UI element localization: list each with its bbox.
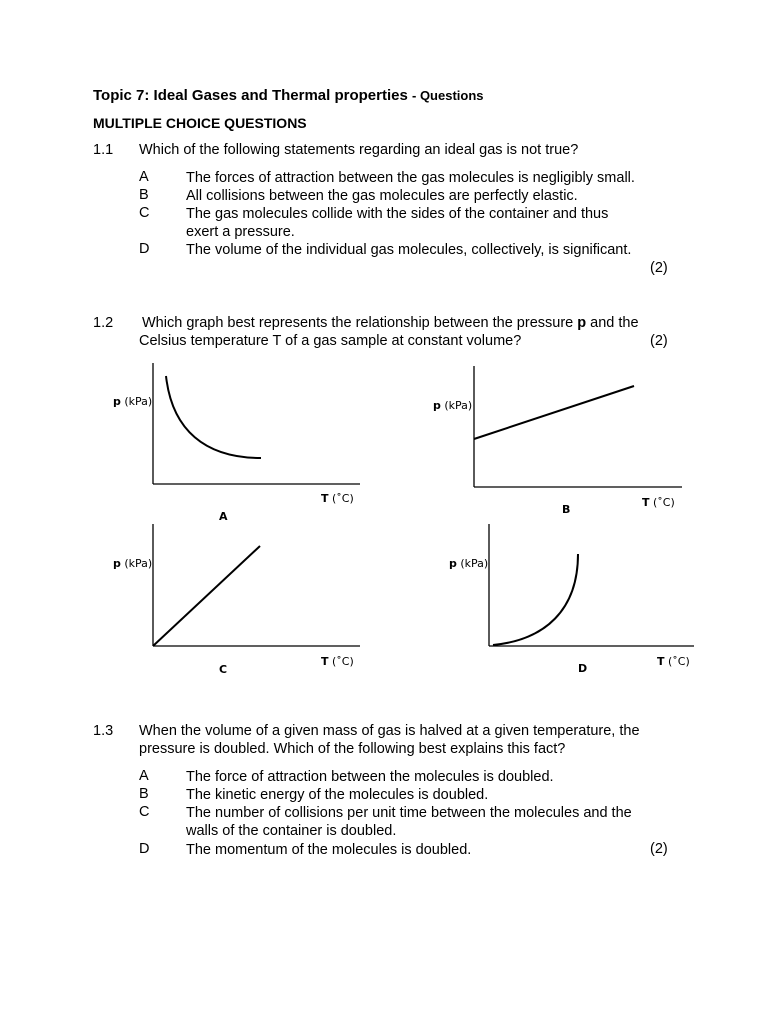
graph-d-letter: D <box>578 662 588 675</box>
question-text-part: and the <box>586 315 639 331</box>
graph-a-x-label: T (˚C) <box>321 492 354 505</box>
question-number-1-3: 1.3 <box>93 723 114 739</box>
graph-d-y-label: p (kPa) <box>449 557 489 570</box>
option-letter: C <box>139 804 150 820</box>
option-letter: A <box>139 169 149 185</box>
question-text-part: Which graph best represents the relationship between the pressure <box>142 315 578 331</box>
marks-1-1: (2) <box>650 260 668 276</box>
option-text: The force of attraction between the molecules is doubled. <box>186 769 554 785</box>
option-text: The momentum of the molecules is doubled. <box>186 842 472 858</box>
graph-c-y-label: p (kPa) <box>113 557 153 570</box>
question-text-bold: p <box>577 315 587 331</box>
title-main: Topic 7: Ideal Gases and Thermal properties <box>93 87 408 104</box>
question-number-1-1: 1.1 <box>93 142 114 158</box>
option-text: The number of collisions per unit time between the molecules and the <box>186 805 632 821</box>
option-letter: C <box>139 205 150 221</box>
graph-b-letter: B <box>562 503 571 516</box>
question-text-1-2-line2: Celsius temperature T of a gas sample at constant volume? <box>139 333 522 349</box>
option-text: The volume of the individual gas molecules, collectively, is significant. <box>186 242 632 258</box>
option-text-continued: exert a pressure. <box>186 224 295 240</box>
graph-b-y-label: p (kPa) <box>433 399 473 412</box>
marks-1-3: (2) <box>650 841 668 857</box>
graph-a-y-label: p (kPa) <box>113 395 153 408</box>
graph-a-letter: A <box>219 510 228 523</box>
graph-d-curve <box>493 554 578 645</box>
option-letter: A <box>139 768 149 784</box>
question-text-1-1: Which of the following statements regarding an ideal gas is not true? <box>139 142 579 158</box>
option-text: The kinetic energy of the molecules is doubled. <box>186 787 489 803</box>
option-text: The gas molecules collide with the sides of the container and thus <box>186 206 609 222</box>
option-text: All collisions between the gas molecules are perfectly elastic. <box>186 188 578 204</box>
graph-c-letter: C <box>219 663 228 676</box>
graph-d-x-label: T (˚C) <box>657 655 690 668</box>
graph-b-x-label: T (˚C) <box>642 496 675 509</box>
option-letter: D <box>139 841 150 857</box>
option-letter: B <box>139 786 149 802</box>
question-number-1-2: 1.2 <box>93 315 114 331</box>
question-text-1-3-line1: When the volume of a given mass of gas is halved at a given temperature, the <box>139 723 640 739</box>
section-heading: MULTIPLE CHOICE QUESTIONS <box>93 115 307 131</box>
title-sub: - Questions <box>412 88 484 103</box>
option-letter: D <box>139 241 150 257</box>
question-text-1-3-line2: pressure is doubled. Which of the following best explains this fact? <box>139 741 566 757</box>
option-text: The forces of attraction between the gas molecules is negligibly small. <box>186 170 635 186</box>
option-text-continued: walls of the container is doubled. <box>186 823 397 839</box>
option-letter: B <box>139 187 149 203</box>
marks-1-2: (2) <box>650 333 668 349</box>
graph-c-x-label: T (˚C) <box>321 655 354 668</box>
